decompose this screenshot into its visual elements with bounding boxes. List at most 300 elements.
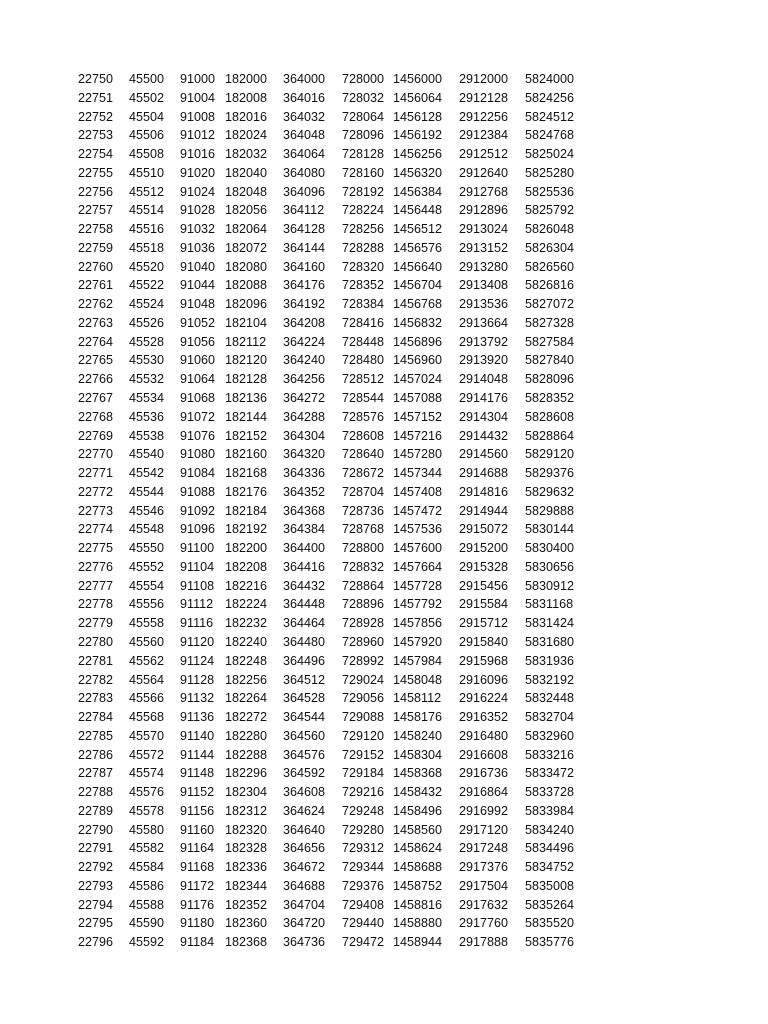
table-cell: 5826048 [525,222,575,237]
table-cell: 22773 [78,503,114,518]
table-cell: 2917120 [459,822,509,837]
table-cell: 182272 [225,710,268,725]
table-cell: 91044 [180,278,216,293]
table-cell: 2916992 [459,803,509,818]
table-cell: 182128 [225,372,268,387]
table-cell: 2914816 [459,484,509,499]
table-cell: 91036 [180,240,216,255]
table-cell: 91032 [180,222,216,237]
table-cell: 729216 [342,785,385,800]
table-cell: 45558 [129,616,165,631]
table-cell: 182344 [225,878,268,893]
table-cell: 1458560 [393,822,443,837]
table-cell: 91184 [180,935,215,950]
table-cell: 22753 [78,128,114,143]
table-cell: 729024 [342,672,385,687]
table-cell: 364064 [283,147,326,162]
table-cell: 22776 [78,559,114,574]
table-cell: 22779 [78,616,114,631]
table-cell: 22752 [78,109,114,124]
table-cell: 45568 [129,710,165,725]
table-cell: 5831424 [525,616,575,631]
table-cell: 22782 [78,672,114,687]
table-cell: 22764 [78,334,114,349]
table-cell: 182120 [225,353,268,368]
table-cell: 5824000 [525,72,575,86]
table-cell: 5832192 [525,672,575,687]
table-cell: 2916224 [459,691,509,706]
table-cell: 182088 [225,278,268,293]
table-cell: 91008 [180,109,216,124]
table-cell: 45526 [129,315,165,330]
table-cell: 22778 [78,597,114,612]
table-cell: 45544 [129,484,165,499]
table-cell: 91128 [180,672,215,687]
table-cell: 1458688 [393,860,443,875]
table-cell: 45548 [129,522,165,537]
table-cell: 1457024 [393,372,443,387]
table-cell: 22755 [78,165,114,180]
table-cell: 364400 [283,541,326,556]
table-cell: 2914944 [459,503,509,518]
table-cell: 91084 [180,466,216,481]
table-cell: 729408 [342,897,385,912]
table-cell: 45546 [129,503,165,518]
table-cell: 45572 [129,747,165,762]
table-cell: 22760 [78,259,114,274]
table-cell: 729344 [342,860,385,875]
table-cell: 729184 [342,766,385,781]
table-cell: 5828096 [525,372,575,387]
table-cell: 2917376 [459,860,509,875]
table-cell: 2916480 [459,728,509,743]
table-cell: 364496 [283,653,326,668]
table-cell: 364720 [283,916,326,931]
table-cell: 5830912 [525,578,575,593]
table-cell: 91160 [180,822,215,837]
table-cell: 45556 [129,597,165,612]
table-cell: 728992 [342,653,385,668]
table-cell: 2912256 [459,109,509,124]
table-cell: 182008 [225,90,268,105]
table-cell: 91100 [180,541,215,556]
table-cell: 91080 [180,447,216,462]
table-cell: 91092 [180,503,216,518]
table-cell: 5824256 [525,90,575,105]
table-cell: 2913152 [459,240,509,255]
table-cell: 5824512 [525,109,575,124]
table-cell: 2912000 [459,72,509,86]
table-cell: 2913664 [459,315,509,330]
table-cell: 1456000 [393,72,443,86]
table-cell: 2912128 [459,90,509,105]
table-cell: 182336 [225,860,268,875]
table-cell: 2916096 [459,672,509,687]
table-cell: 45576 [129,785,165,800]
table-cell: 5831168 [525,597,574,612]
table-cell: 1457408 [393,484,443,499]
table-cell: 91012 [180,128,216,143]
table-cell: 91132 [180,691,215,706]
table-cell: 728640 [342,447,385,462]
table-cell: 364544 [283,710,326,725]
table-cell: 2917632 [459,897,509,912]
table-cell: 91124 [180,653,215,668]
table-cell: 2913920 [459,353,509,368]
table-cell: 5824768 [525,128,575,143]
table-cell: 182064 [225,222,268,237]
table-cell: 45534 [129,391,165,406]
table-cell: 5826816 [525,278,575,293]
table-cell: 91000 [180,72,216,86]
table-cell: 22756 [78,184,114,199]
table-cell: 182192 [225,522,268,537]
table-cell: 1458816 [393,897,443,912]
table-cell: 182256 [225,672,268,687]
table-cell: 45506 [129,128,165,143]
table-cell: 1457344 [393,466,443,481]
table-cell: 728704 [342,484,385,499]
table-cell: 2912512 [459,147,509,162]
table-cell: 182184 [225,503,268,518]
table-cell: 91152 [180,785,215,800]
table-cell: 22765 [78,353,114,368]
table-cell: 729312 [342,841,385,856]
table-cell: 2914432 [459,428,509,443]
table-cell: 5826560 [525,259,575,274]
table-cell: 729248 [342,803,385,818]
table-cell: 182232 [225,616,268,631]
table-cell: 1456960 [393,353,443,368]
table-cell: 2915712 [459,616,509,631]
table-cell: 728736 [342,503,385,518]
table-cell: 728672 [342,466,385,481]
table-cell: 1456128 [393,109,443,124]
table-cell: 45516 [129,222,165,237]
table-cell: 728608 [342,428,385,443]
table-cell: 182224 [225,597,268,612]
table-cell: 364704 [283,897,326,912]
table-cell: 364432 [283,578,326,593]
table-cell: 728768 [342,522,385,537]
table-cell: 5832704 [525,710,575,725]
table-cell: 2912896 [459,203,509,218]
table-cell: 22751 [78,90,114,105]
table-cell: 91072 [180,409,216,424]
table-cell: 91148 [180,766,215,781]
table-cell: 5826304 [525,240,575,255]
table-cell: 91164 [180,841,215,856]
table-cell: 45524 [129,297,165,312]
table-cell: 729472 [342,935,385,950]
table-cell: 91140 [180,728,215,743]
table-cell: 45510 [129,165,165,180]
table-cell: 1456512 [393,222,443,237]
table-cell: 728000 [342,72,385,86]
table-cell: 5827840 [525,353,575,368]
table-cell: 22758 [78,222,114,237]
table-cell: 364128 [283,222,326,237]
table-cell: 2912640 [459,165,509,180]
table-cell: 22762 [78,297,114,312]
table-cell: 22754 [78,147,114,162]
table-cell: 5835776 [525,935,575,950]
table-cell: 182208 [225,559,268,574]
table-cell: 22796 [78,935,114,950]
table-cell: 1457472 [393,503,443,518]
table-cell: 2913280 [459,259,509,274]
table-cell: 22788 [78,785,114,800]
table-cell: 91052 [180,315,216,330]
table-cell: 91104 [180,559,215,574]
table-cell: 5830144 [525,522,575,537]
table-cell: 729088 [342,710,385,725]
table-cell: 728096 [342,128,385,143]
table-cell: 91156 [180,803,215,818]
table-cell: 91088 [180,484,216,499]
table-cell: 45538 [129,428,165,443]
table-cell: 5835264 [525,897,575,912]
table-cell: 5829888 [525,503,575,518]
table-cell: 1457664 [393,559,443,574]
table-cell: 2914304 [459,409,509,424]
table-cell: 22790 [78,822,114,837]
table-cell: 728224 [342,203,385,218]
table-cell: 364240 [283,353,326,368]
table-cell: 1456704 [393,278,443,293]
table-cell: 91064 [180,372,216,387]
table-cell: 728032 [342,90,385,105]
table-cell: 1458944 [393,935,443,950]
table-cell: 5830656 [525,559,575,574]
table-cell: 5835520 [525,916,575,931]
table-cell: 45500 [129,72,165,86]
table-cell: 45532 [129,372,165,387]
table-cell: 91056 [180,334,216,349]
table-cell: 1456064 [393,90,443,105]
table-cell: 364624 [283,803,326,818]
table-cell: 364368 [283,503,326,518]
table-cell: 364528 [283,691,326,706]
table-cell: 45570 [129,728,165,743]
table-cell: 22789 [78,803,114,818]
table-cell: 2912384 [459,128,509,143]
table-cell: 1457984 [393,653,443,668]
table-cell: 5833984 [525,803,575,818]
table-cell: 182072 [225,240,268,255]
table-cell: 182104 [225,315,268,330]
table-cell: 1456768 [393,297,443,312]
table-cell: 364560 [283,728,326,743]
table-cell: 182000 [225,72,268,86]
table-cell: 728192 [342,184,385,199]
table-cell: 364032 [283,109,326,124]
table-cell: 364320 [283,447,326,462]
table-cell: 91096 [180,522,216,537]
table-cell: 5834240 [525,822,575,837]
table-cell: 22792 [78,860,114,875]
table-cell: 364144 [283,240,326,255]
table-cell: 729120 [342,728,385,743]
table-cell: 91120 [180,634,215,649]
table-cell: 5834496 [525,841,575,856]
table-cell: 45552 [129,559,165,574]
table-cell: 182296 [225,766,268,781]
table-cell: 22783 [78,691,114,706]
table-cell: 45540 [129,447,165,462]
table-cell: 22794 [78,897,114,912]
table-cell: 364256 [283,372,326,387]
table-cell: 182144 [225,409,268,424]
table-cell: 45560 [129,634,165,649]
table-cell: 5825792 [525,203,575,218]
table-cell: 22786 [78,747,114,762]
table-cell: 1457536 [393,522,443,537]
table-cell: 1457600 [393,541,443,556]
table-cell: 45542 [129,466,165,481]
table-cell: 728128 [342,147,385,162]
table-cell: 5831680 [525,634,575,649]
table-cell: 1456448 [393,203,443,218]
table-cell: 2916352 [459,710,509,725]
table-cell: 22777 [78,578,114,593]
table-cell: 45590 [129,916,165,931]
table-cell: 91112 [180,597,214,612]
table-cell: 182352 [225,897,268,912]
table-cell: 91168 [180,860,215,875]
table-cell: 5825280 [525,165,575,180]
table-cell: 2916864 [459,785,509,800]
table-cell: 91180 [180,916,215,931]
table-cell: 5828864 [525,428,575,443]
table-cell: 45504 [129,109,165,124]
table-cell: 22785 [78,728,114,743]
table-cell: 728544 [342,391,385,406]
table-cell: 91040 [180,259,216,274]
table-cell: 182216 [225,578,268,593]
table-cell: 2917760 [459,916,509,931]
table-cell: 1457216 [393,428,443,443]
table-cell: 45536 [129,409,165,424]
table-cell: 364112 [283,203,325,218]
table-cell: 182200 [225,541,268,556]
table-cell: 1458752 [393,878,443,893]
table-cell: 182176 [225,484,268,499]
table-cell: 91068 [180,391,216,406]
table-cell: 45514 [129,203,165,218]
table-cell: 364576 [283,747,326,762]
table-cell: 22766 [78,372,114,387]
table-cell: 1456896 [393,334,443,349]
table-cell: 45580 [129,822,165,837]
table-cell: 45508 [129,147,165,162]
table-cell: 729280 [342,822,385,837]
table-cell: 1457856 [393,616,443,631]
table-cell: 1457792 [393,597,443,612]
table-cell: 1458368 [393,766,443,781]
table-cell: 1456192 [393,128,443,143]
table-cell: 1457152 [393,409,443,424]
table-cell: 2912768 [459,184,509,199]
table-cell: 1457280 [393,447,443,462]
table-cell: 728384 [342,297,385,312]
table-cell: 728960 [342,634,385,649]
table-cell: 364336 [283,466,326,481]
table-cell: 182328 [225,841,268,856]
table-cell: 22784 [78,710,114,725]
table-cell: 728864 [342,578,385,593]
table-cell: 1457088 [393,391,443,406]
table-cell: 182056 [225,203,268,218]
table-cell: 728512 [342,372,385,387]
table-cell: 22768 [78,409,114,424]
table-cell: 364640 [283,822,326,837]
table-cell: 5827584 [525,334,575,349]
table-cell: 2913792 [459,334,509,349]
table-cell: 45518 [129,240,165,255]
table-cell: 1458624 [393,841,443,856]
table-cell: 22787 [78,766,114,781]
table-cell: 5825024 [525,147,575,162]
table-cell: 1456640 [393,259,443,274]
table-cell: 1456320 [393,165,443,180]
table-cell: 5828352 [525,391,575,406]
table-cell: 22774 [78,522,114,537]
table-cell: 728480 [342,353,385,368]
table-cell: 5828608 [525,409,575,424]
table-cell: 2915456 [459,578,509,593]
table-cell: 729152 [342,747,385,762]
table-cell: 364096 [283,184,326,199]
table-cell: 1458240 [393,728,443,743]
table-cell: 364192 [283,297,326,312]
table-cell: 5827072 [525,297,575,312]
table-cell: 182264 [225,691,268,706]
table-cell: 91144 [180,747,215,762]
table-cell: 91016 [180,147,216,162]
table-cell: 2916608 [459,747,509,762]
table-cell: 2915968 [459,653,509,668]
table-cell: 91076 [180,428,216,443]
table-cell: 728832 [342,559,385,574]
table-cell: 364688 [283,878,326,893]
table-cell: 364736 [283,935,326,950]
table-cell: 2915200 [459,541,509,556]
table-cell: 182304 [225,785,268,800]
table-cell: 182168 [225,466,268,481]
table-cell: 22791 [78,841,114,856]
table-cell: 182288 [225,747,268,762]
table-cell: 182048 [225,184,268,199]
table-cell: 5830400 [525,541,575,556]
table-cell: 5832960 [525,728,575,743]
table-cell: 182032 [225,147,268,162]
table-cell: 45530 [129,353,165,368]
table-cell: 2914048 [459,372,509,387]
table-cell: 182080 [225,259,268,274]
table-cell: 1456384 [393,184,443,199]
table-cell: 728928 [342,616,385,631]
table-cell: 364672 [283,860,326,875]
table-cell: 22771 [78,466,114,481]
table-cell: 45522 [129,278,165,293]
table-cell: 22769 [78,428,114,443]
table-cell: 728800 [342,541,385,556]
table-cell: 5832448 [525,691,575,706]
table-cell: 5831936 [525,653,575,668]
table-cell: 1456256 [393,147,443,162]
table-cell: 2913024 [459,222,509,237]
